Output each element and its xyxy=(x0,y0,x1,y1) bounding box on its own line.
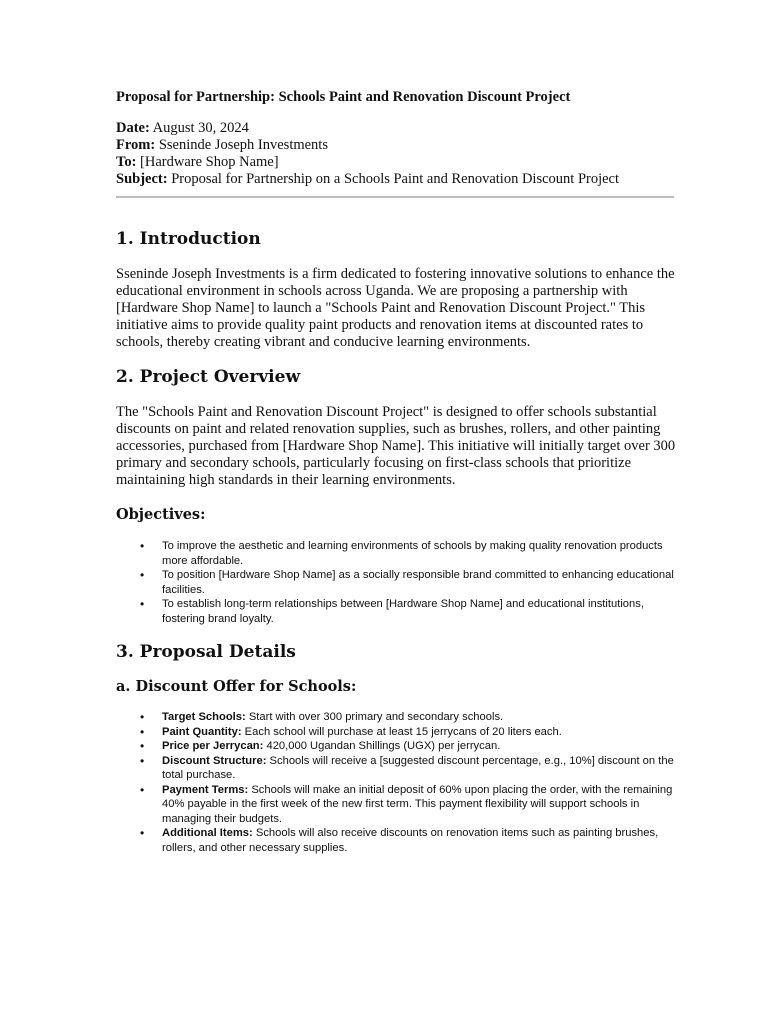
term-text: Schools will also receive discounts on renovation items such as painting brushes, rollers, and other necessary supplies. xyxy=(162,827,659,854)
to-label: To: xyxy=(116,154,137,170)
term-text: Start with over 300 primary and secondary schools. xyxy=(245,711,504,723)
list-item xyxy=(162,725,676,740)
section-heading-overview: 2. Project Overview xyxy=(116,367,301,387)
list-item xyxy=(162,754,676,783)
term-label: Target Schools: xyxy=(162,711,246,723)
section-heading-introduction: 1. Introduction xyxy=(116,229,261,249)
memo-header xyxy=(116,120,676,188)
introduction-paragraph: Sseninde Joseph Investments is a firm dedicated to fostering innovative solutions to enhance the educational environment in schools across Uganda. We are proposing a partnership with [Hardware Shop Name] to launch a "Schools Paint and Renovation Discount Project." This initiative aims to provide quality paint products and renovation items at discounted rates to schools, thereby creating vibrant and conducive learning environments. xyxy=(116,266,675,350)
from-value: Sseninde Joseph Investments xyxy=(155,137,328,153)
list-item xyxy=(162,710,676,725)
list-item xyxy=(162,826,676,855)
from-label: From: xyxy=(116,137,156,153)
date-line xyxy=(116,120,676,137)
subsection-heading-discount-offer: a. Discount Offer for Schools: xyxy=(116,678,357,695)
term-label: Paint Quantity: xyxy=(162,725,242,738)
date-label: Date: xyxy=(116,120,150,136)
overview-paragraph: The "Schools Paint and Renovation Discount Project" is designed to offer schools substantial discounts on paint and related renovation supplies, such as brushes, rollers, and other painting accessories, purchased from [Hardware Shop Name]. This initiative will initially target over 300 primary and secondary schools, particularly focusing on first-class schools that prioritize maintaining high standards in their learning environments. xyxy=(116,404,676,488)
objectives-list xyxy=(116,539,676,626)
list-item xyxy=(162,783,676,827)
horizontal-divider xyxy=(116,196,674,198)
document-title: Proposal for Partnership: Schools Paint and Renovation Discount Project xyxy=(116,89,571,105)
term-text: Schools will receive a [suggested discount percentage, e.g., 10%] discount on the total purchase. xyxy=(162,754,674,781)
list-item: • To improve the aesthetic and learning environments of schools by making quality renovation products more affordable. xyxy=(162,539,676,568)
list-item: • To position [Hardware Shop Name] as a socially responsible brand committed to enhancing educational facilities. xyxy=(162,568,676,597)
list-item: • To establish long-term relationships between [Hardware Shop Name] and educational institutions, fostering brand loyalty. xyxy=(162,597,676,626)
document-page xyxy=(116,88,676,855)
to-value: [Hardware Shop Name] xyxy=(136,154,279,170)
subject-value: Proposal for Partnership on a Schools Paint and Renovation Discount Project xyxy=(167,171,620,187)
list-item xyxy=(162,739,676,754)
date-value: August 30, 2024 xyxy=(149,120,249,136)
term-text: 420,000 Ugandan Shillings (UGX) per jerrycan. xyxy=(263,740,501,752)
subject-line xyxy=(116,171,676,188)
term-label: Discount Structure: xyxy=(162,754,267,767)
from-line xyxy=(116,137,676,154)
section-heading-proposal-details: 3. Proposal Details xyxy=(116,642,296,662)
term-text: Schools will make an initial deposit of 60% upon placing the order, with the remaining 40% payable in the first week of the new first term. This payment flexibility will support schools in managing their budgets. xyxy=(162,783,673,825)
term-label: Price per Jerrycan: xyxy=(162,740,264,752)
discount-terms-list xyxy=(116,710,676,855)
objectives-heading: Objectives: xyxy=(116,506,206,523)
subject-label: Subject: xyxy=(116,171,168,187)
term-text: Each school will purchase at least 15 jerrycans of 20 liters each. xyxy=(241,725,562,738)
term-label: Payment Terms: xyxy=(162,783,249,796)
to-line xyxy=(116,154,676,171)
term-label: Additional Items: xyxy=(162,827,253,839)
